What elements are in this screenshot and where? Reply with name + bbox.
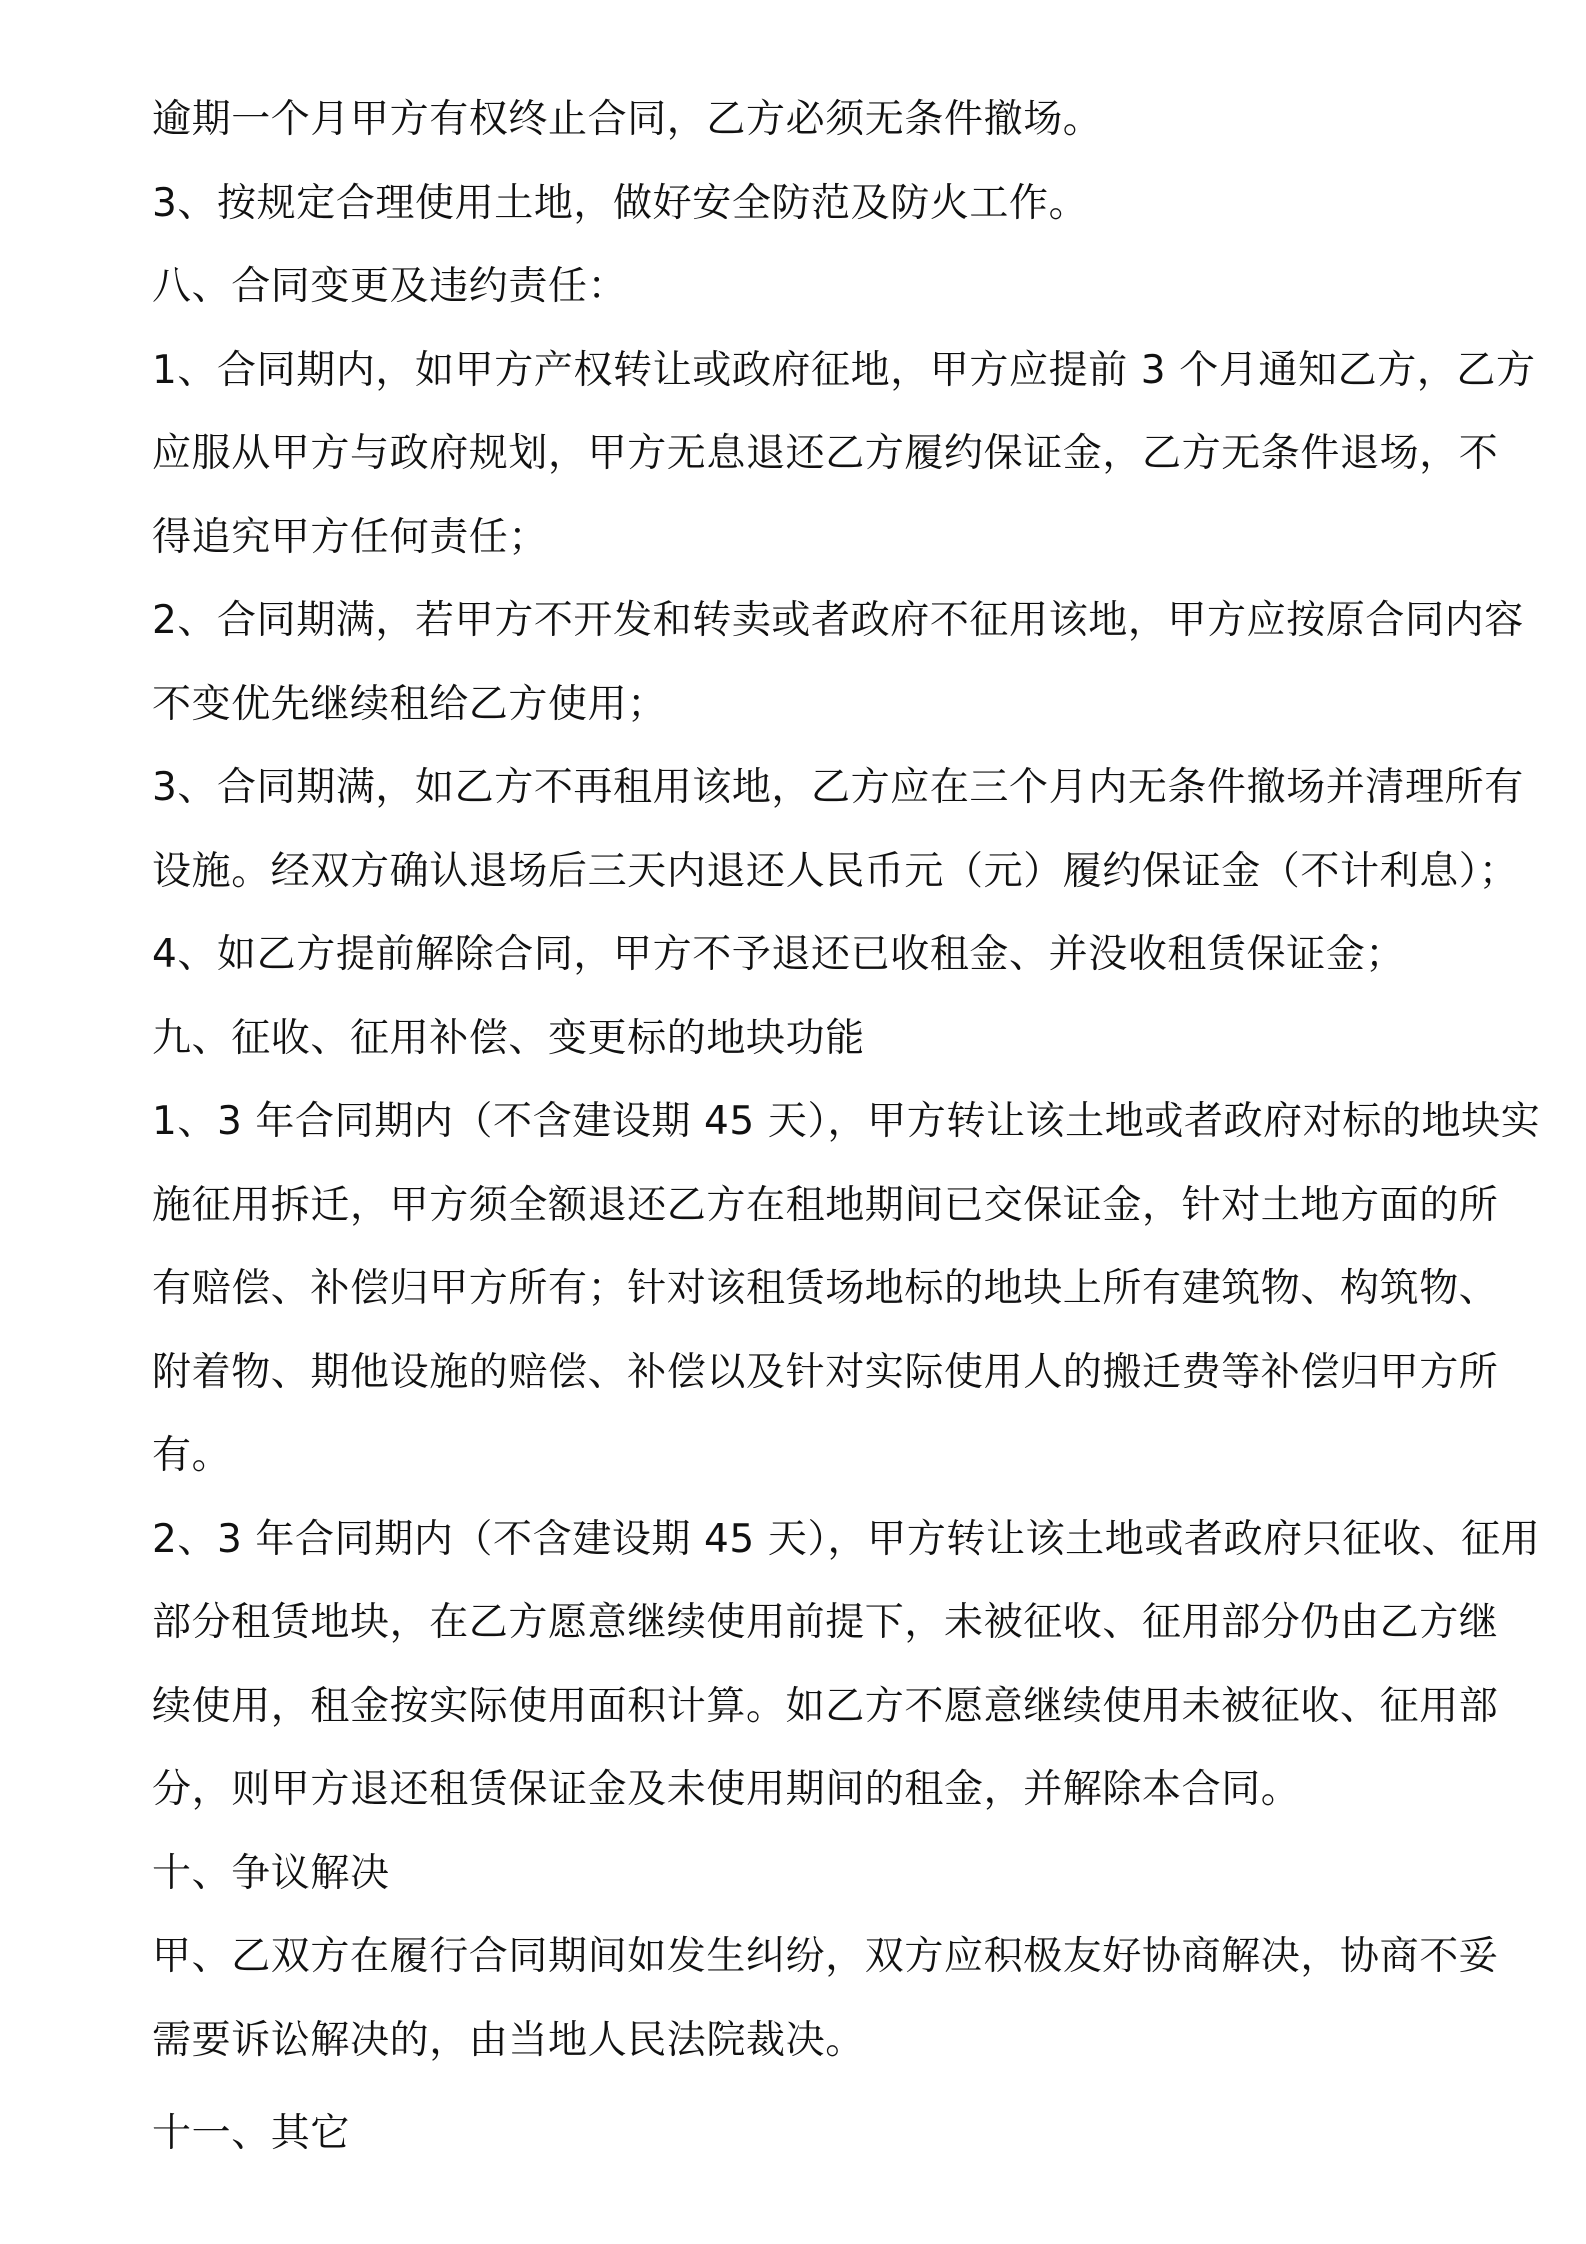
- paragraph-line: 逾期一个月甲方有权终止合同，乙方必须无条件撤场。: [152, 97, 1103, 142]
- paragraph-line: 1、3 年合同期内（不含建设期 45 天），甲方转让该土地或者政府对标的地块实: [152, 1099, 1541, 1144]
- paragraph-line: 得追究甲方任何责任；: [152, 514, 549, 560]
- document-body: [152, 78, 1541, 2176]
- paragraph-line: 有赔偿、补偿归甲方所有；针对该租赁场地标的地块上所有建筑物、构筑物、: [152, 1266, 1499, 1311]
- section-heading: 十、争议解决: [152, 1850, 390, 1896]
- section-heading: 十一、其它: [152, 2111, 351, 2156]
- paragraph-line: 1、合同期内，如甲方产权转让或政府征地，甲方应提前 3 个月通知乙方，乙方: [152, 347, 1536, 393]
- paragraph-line: 应服从甲方与政府规划，甲方无息退还乙方履约保证金，乙方无条件退场，不: [152, 431, 1499, 476]
- paragraph-line: 需要诉讼解决的，由当地人民法院裁决。: [152, 2017, 865, 2063]
- paragraph-line: 甲、乙双方在履行合同期间如发生纠纷，双方应积极友好协商解决，协商不妥: [152, 1934, 1499, 1979]
- paragraph-line: 部分租赁地块，在乙方愿意继续使用前提下，未被征收、征用部分仍由乙方继: [152, 1600, 1499, 1645]
- paragraph-line: 3、合同期满，如乙方不再租用该地，乙方应在三个月内无条件撤场并清理所有: [152, 765, 1524, 810]
- section-heading: 九、征收、征用补偿、变更标的地块功能: [152, 1015, 865, 1061]
- paragraph-line: 附着物、期他设施的赔偿、补偿以及针对实际使用人的搬迁费等补偿归甲方所: [152, 1349, 1499, 1395]
- paragraph-line: 分，则甲方退还租赁保证金及未使用期间的租金，并解除本合同。: [152, 1767, 1301, 1812]
- paragraph-line: 施征用拆迁，甲方须全额退还乙方在租地期间已交保证金，针对土地方面的所: [152, 1182, 1499, 1228]
- paragraph-line: 续使用，租金按实际使用面积计算。如乙方不愿意继续使用未被征收、征用部: [152, 1683, 1499, 1729]
- paragraph-line: 3、按规定合理使用土地，做好安全防范及防火工作。: [152, 180, 1089, 226]
- paragraph-line: 设施。经双方确认退场后三天内退还人民币元（元）履约保证金（不计利息）；: [152, 848, 1519, 894]
- paragraph-line: 不变优先继续租给乙方使用；: [152, 681, 667, 727]
- paragraph-line: 2、3 年合同期内（不含建设期 45 天），甲方转让该土地或者政府只征收、征用: [152, 1516, 1541, 1562]
- paragraph-line: 2、合同期满，若甲方不开发和转卖或者政府不征用该地，甲方应按原合同内容: [152, 598, 1524, 643]
- paragraph-line: 有。: [152, 1433, 232, 1478]
- paragraph-line: 4、如乙方提前解除合同，甲方不予退还已收租金、并没收租赁保证金；: [152, 932, 1406, 977]
- section-heading: 八、合同变更及违约责任：: [152, 264, 628, 309]
